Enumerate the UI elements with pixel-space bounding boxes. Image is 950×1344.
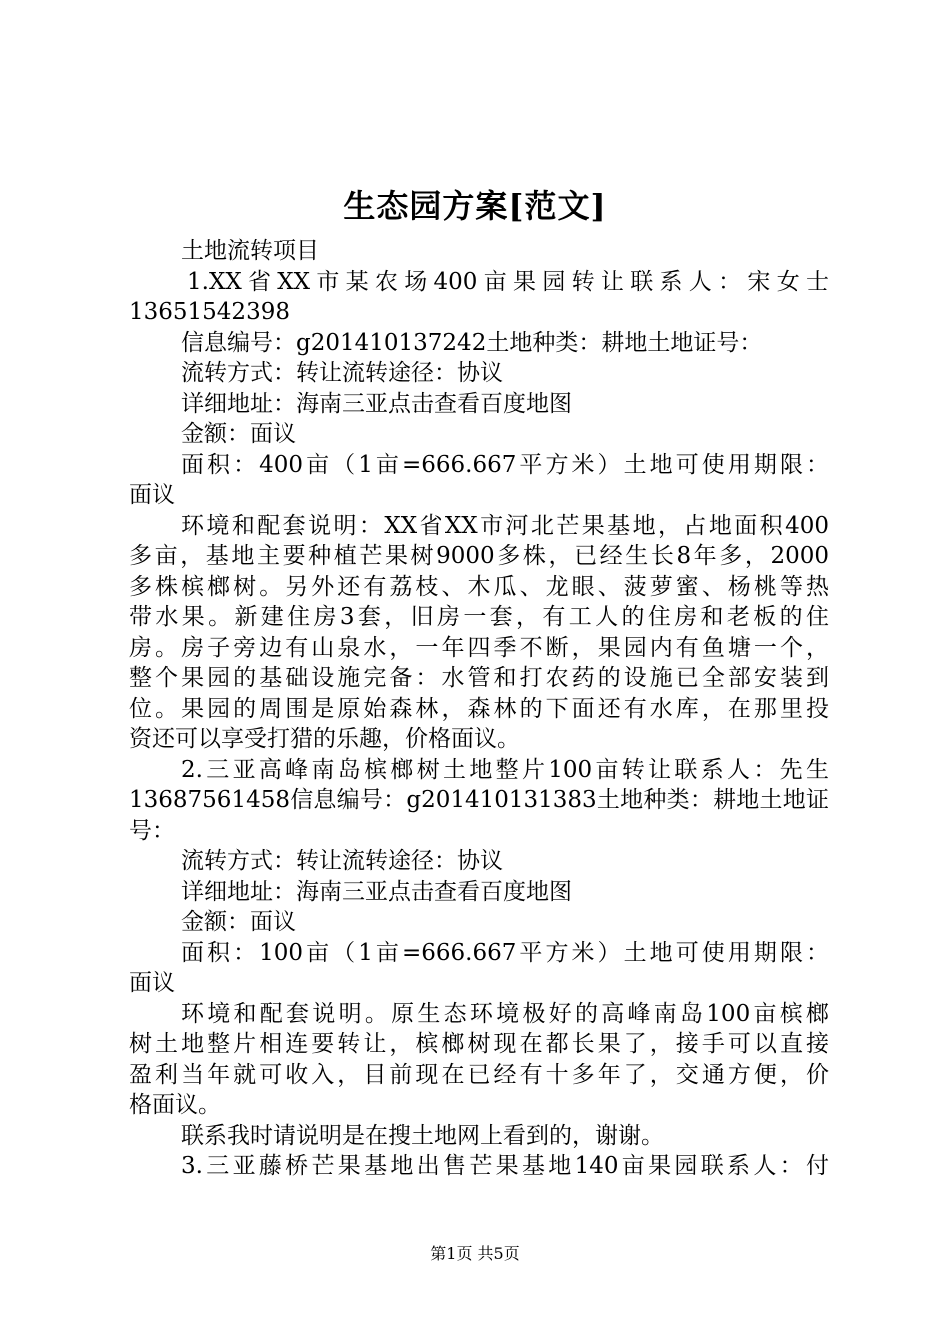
text-line: 树土地整片相连要转让，槟榔树现在都长果了，接手可以直接 <box>129 1031 829 1057</box>
text-line: 2.三亚高峰南岛槟榔树土地整片100亩转让联系人：先生 <box>181 757 829 783</box>
text-line: 土地流转项目 <box>181 238 319 264</box>
text-line: 3.三亚藤桥芒果基地出售芒果基地140亩果园联系人：付 <box>181 1153 829 1179</box>
text-line: 格面议。 <box>129 1092 221 1118</box>
text-line: 面积：400亩（1亩=666.667平方米）土地可使用期限： <box>181 452 829 478</box>
page-footer: 第1页 共5页 <box>430 1244 520 1263</box>
text-line: 13651542398 <box>129 299 290 325</box>
text-line: 流转方式：转让流转途径：协议 <box>181 360 503 386</box>
text-line: 信息编号：g201410137242土地种类：耕地土地证号： <box>181 330 763 356</box>
text-line: 13687561458信息编号：g201410131383土地种类：耕地土地证 <box>129 787 829 813</box>
text-line: 金额：面议 <box>181 909 296 935</box>
text-line: 位。果园的周围是原始森林，森林的下面还有水库，在那里投 <box>129 696 829 722</box>
document-title: 生态园方案[范文] <box>343 187 607 225</box>
text-line: 面积：100亩（1亩=666.667平方米）土地可使用期限： <box>181 940 829 966</box>
text-line: 面议 <box>129 482 175 508</box>
text-line: 资还可以享受打猎的乐趣，价格面议。 <box>129 726 520 752</box>
text-line: 面议 <box>129 970 175 996</box>
text-line: 详细地址：海南三亚点击查看百度地图 <box>181 391 572 417</box>
text-line: 多株槟榔树。另外还有荔枝、木瓜、龙眼、菠萝蜜、杨桃等热 <box>129 574 829 600</box>
text-line: 详细地址：海南三亚点击查看百度地图 <box>181 879 572 905</box>
text-line: 多亩，基地主要种植芒果树9000多株，已经生长8年多，2000 <box>129 543 829 569</box>
text-line: 流转方式：转让流转途径：协议 <box>181 848 503 874</box>
text-line: 盈利当年就可收入，目前现在已经有十多年了，交通方便，价 <box>129 1062 829 1088</box>
text-line: 带水果。新建住房3套，旧房一套，有工人的住房和老板的住 <box>129 604 829 630</box>
text-line: 整个果园的基础设施完备：水管和打农药的设施已全部安装到 <box>129 665 829 691</box>
text-line: 金额：面议 <box>181 421 296 447</box>
text-line: 联系我时请说明是在搜土地网上看到的，谢谢。 <box>181 1123 664 1149</box>
text-line: 房。房子旁边有山泉水，一年四季不断，果园内有鱼塘一个， <box>129 635 829 661</box>
text-line: 1.XX省XX市某农场400亩果园转让联系人：宋女士 <box>187 269 829 295</box>
text-line: 环境和配套说明。原生态环境极好的高峰南岛100亩槟榔 <box>181 1001 829 1027</box>
text-line: 号： <box>129 818 175 844</box>
text-line: 环境和配套说明：XX省XX市河北芒果基地，占地面积400 <box>181 513 829 539</box>
